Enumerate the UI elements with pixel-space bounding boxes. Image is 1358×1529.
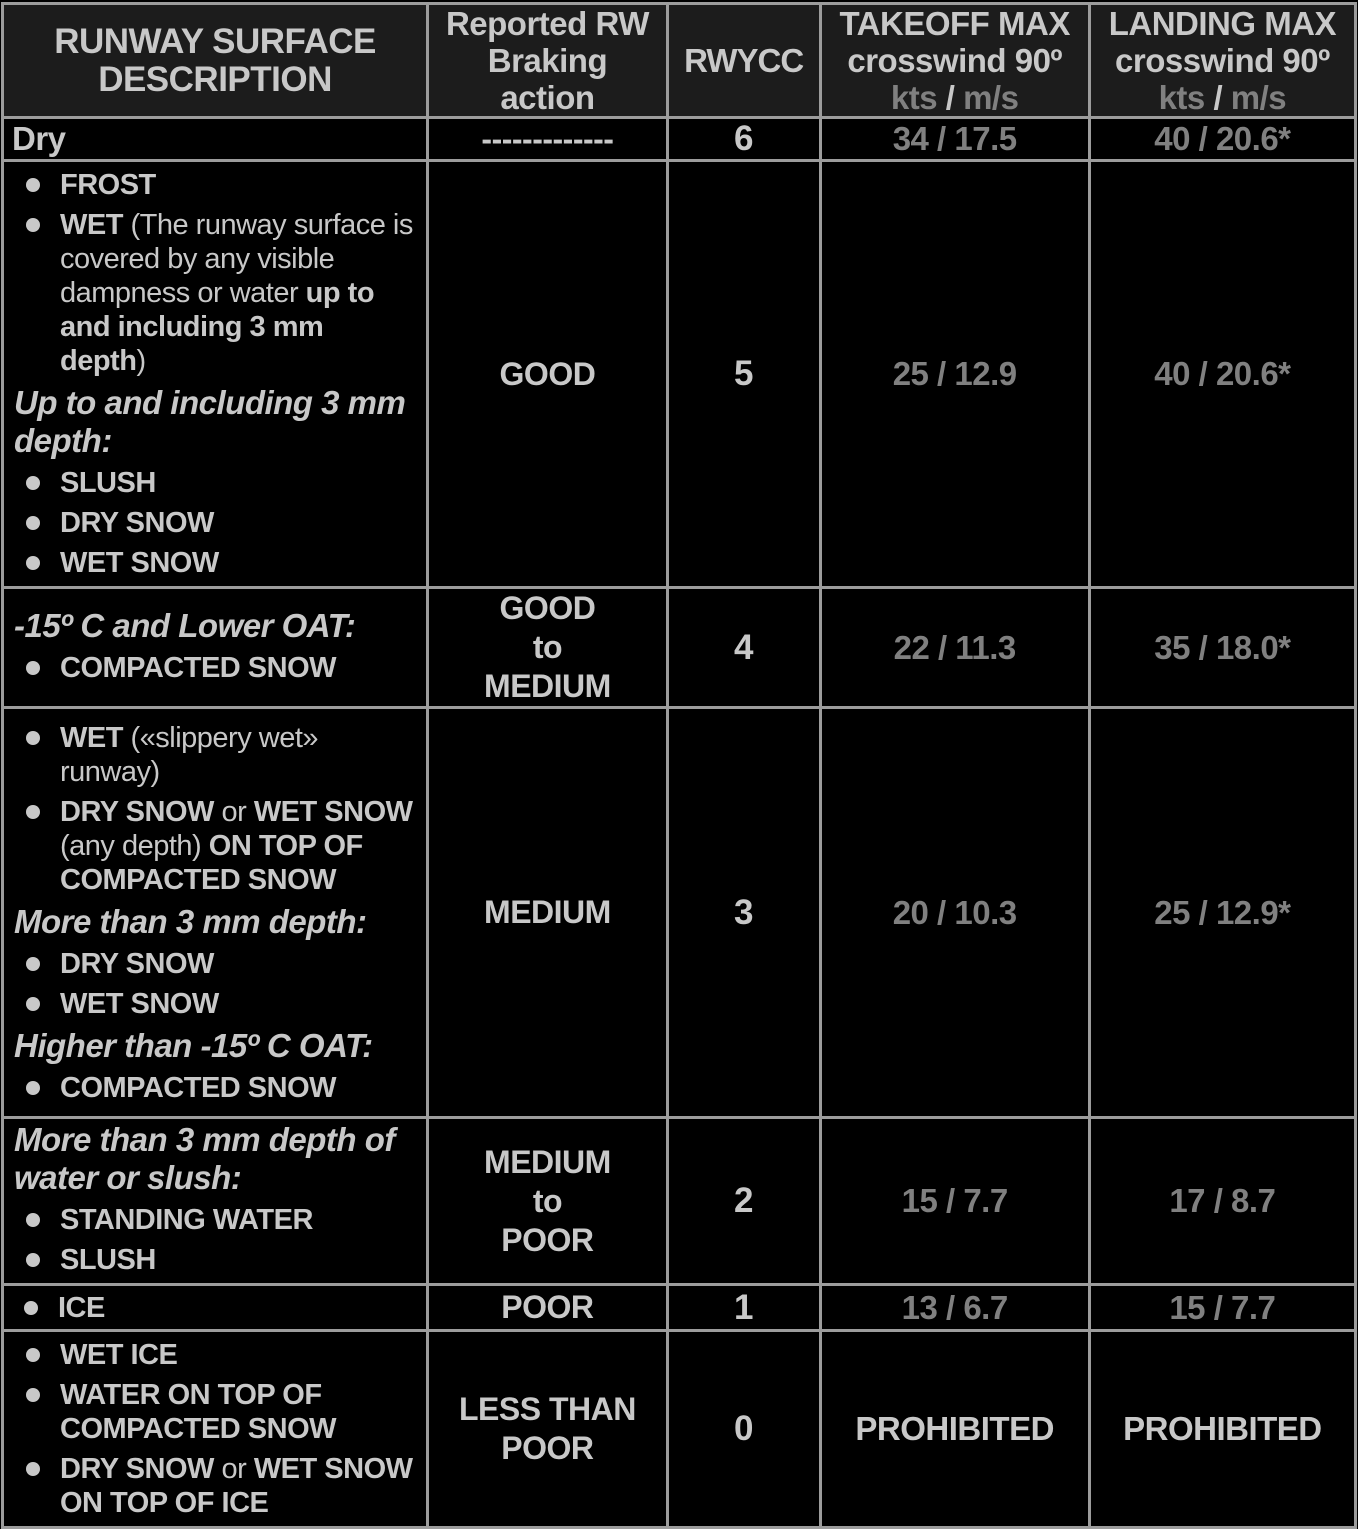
table-row-rwycc-3 [3,708,1356,1118]
surface-wet-ice: WET ICE [60,1339,178,1371]
table-row-rwycc-1 [3,1285,1356,1331]
braking-cell [428,1331,668,1528]
braking-cell: POOR [428,1285,668,1331]
unit-kts: kts [1158,79,1205,116]
subheading: Up to and including 3 mm depth: [14,384,406,459]
surface-list [14,1071,416,1105]
list-item [14,208,416,378]
surface-wet-snow: WET SNOW [253,1453,413,1485]
surface-wet: WET [60,209,123,241]
header-takeoff-line2: crosswind 90º [847,42,1062,79]
surface-dry: Dry [12,120,66,157]
braking-cell: GOOD [428,161,668,588]
surface-dry-snow: DRY SNOW [60,795,214,828]
description-cell [3,1331,428,1528]
surface-compacted-snow: COMPACTED SNOW [60,651,337,684]
table-row-rwycc-5 [3,161,1356,588]
surface-compacted-snow: COMPACTED SNOW [60,1071,337,1104]
rwycc-cell: 6 [667,118,820,161]
header-description-label: RUNWAY SURFACE DESCRIPTION [54,21,376,99]
braking-line2: to [532,629,563,665]
surface-on-ice: ON TOP OF ICE [60,1487,269,1519]
surface-list [14,168,416,378]
header-landing-line1: LANDING MAX [1108,5,1337,42]
braking-line2: to [532,1182,563,1219]
landing-crosswind-cell: 25 / 12.9* [1089,708,1355,1118]
bullet-icon [26,1348,40,1362]
surface-list [14,651,416,685]
braking-line3: MEDIUM [484,668,611,704]
surface-wet-note: («slippery wet» runway) [60,721,319,788]
surface-slush: SLUSH [60,1244,156,1276]
rwycc-cell: 1 [667,1285,820,1331]
surface-standing-water: STANDING WATER [60,1204,313,1236]
takeoff-crosswind-cell: 25 / 12.9 [820,161,1089,588]
takeoff-crosswind-cell: 13 / 6.7 [820,1285,1089,1331]
bullet-icon [26,1081,40,1095]
surface-water-on-compacted: WATER ON TOP OF COMPACTED SNOW [60,1379,337,1445]
landing-crosswind-cell: 15 / 7.7 [1089,1285,1355,1331]
surface-or: or [213,1453,254,1485]
braking-line3: POOR [501,1221,594,1258]
list-item [14,546,416,580]
surface-wet-note: (The runway surface is covered by any visible dampness or water [60,209,413,309]
braking-cell [428,588,668,708]
bullet-icon [26,1462,40,1476]
surface-dry-snow: DRY SNOW [60,507,214,539]
description-cell [3,118,428,161]
list-item [14,987,416,1021]
surface-list [14,1203,416,1277]
table-row-rwycc-6 [3,118,1356,161]
rwycc-cell: 2 [667,1118,820,1285]
bullet-icon [26,1253,40,1267]
list-item [14,1203,416,1237]
list-item [14,721,416,789]
surface-wet-snow: WET SNOW [253,795,413,828]
bullet-icon [26,957,40,971]
bullet-icon [24,1301,38,1315]
unit-kts: kts [890,79,938,116]
unit-ms: m/s [963,79,1019,116]
description-cell [3,1285,428,1331]
unit-separator: / [937,79,964,116]
landing-prohibited-cell: PROHIBITED [1089,1331,1355,1528]
braking-line1: GOOD [499,590,596,626]
list-item [14,168,416,202]
takeoff-crosswind-cell: 34 / 17.5 [820,118,1089,161]
surface-wet-snow: WET SNOW [60,547,219,579]
description-cell [3,161,428,588]
header-braking-line2: Braking [487,42,608,79]
list-item [14,506,416,540]
surface-wet: WET [60,721,123,754]
description-cell [3,708,428,1118]
list-item [14,466,416,500]
header-description [3,4,428,118]
table-row-rwycc-0 [3,1331,1356,1528]
list-item [14,1338,416,1372]
rwycc-cell: 5 [667,161,820,588]
takeoff-crosswind-cell: 20 / 10.3 [820,708,1089,1118]
description-cell [3,588,428,708]
braking-line1: MEDIUM [484,1143,611,1180]
surface-dry-snow: DRY SNOW [60,947,214,980]
braking-cell [428,1118,668,1285]
surface-list [14,721,416,897]
surface-on-compacted: ON TOP OF COMPACTED SNOW [60,829,363,896]
list-item [14,947,416,981]
header-landing-units [1101,79,1344,116]
header-landing-line2: crosswind 90º [1115,42,1330,79]
bullet-icon [26,516,40,530]
surface-or: or [213,795,254,828]
surface-wet-snow: WET SNOW [60,987,219,1020]
braking-cell: MEDIUM [428,708,668,1118]
list-item [12,1291,418,1325]
header-takeoff-units [832,79,1078,116]
bullet-icon [26,178,40,192]
bullet-icon [26,731,40,745]
header-braking-line3: action [500,79,595,116]
list-item [14,1452,416,1520]
surface-slush: SLUSH [60,467,156,499]
takeoff-crosswind-cell: 15 / 7.7 [820,1118,1089,1285]
bullet-icon [26,661,40,675]
description-cell [3,1118,428,1285]
surface-list [14,1338,416,1520]
surface-list [14,947,416,1021]
bullet-icon [26,1213,40,1227]
header-takeoff [820,4,1089,118]
header-takeoff-line1: TAKEOFF MAX [839,5,1070,42]
bullet-icon [26,218,40,232]
bullet-icon [26,556,40,570]
subheading: Higher than -15º C OAT: [14,1026,373,1064]
braking-cell: ------------- [428,118,668,161]
runway-condition-table [1,2,1357,1529]
subheading: More than 3 mm depth of water or slush: [14,1121,395,1196]
header-braking-line1: Reported RW [445,5,649,42]
bullet-icon [26,997,40,1011]
unit-ms: m/s [1230,79,1287,116]
surface-list [12,1291,418,1325]
takeoff-crosswind-cell: 22 / 11.3 [820,588,1089,708]
header-rwycc [667,4,820,118]
list-item [14,651,416,685]
landing-crosswind-cell: 40 / 20.6* [1089,161,1355,588]
surface-list [14,466,416,580]
header-landing [1089,4,1355,118]
surface-any-depth: (any depth) [60,829,209,862]
list-item [14,1243,416,1277]
unit-separator: / [1204,79,1231,116]
header-rwycc-label: RWYCC [684,42,804,79]
list-item [14,1378,416,1446]
takeoff-prohibited-cell: PROHIBITED [820,1331,1089,1528]
braking-line1: LESS THAN [459,1391,636,1427]
list-item [14,795,416,897]
list-item [14,1071,416,1105]
landing-crosswind-cell: 17 / 8.7 [1089,1118,1355,1285]
braking-line2: POOR [501,1430,594,1466]
table-row-rwycc-2 [3,1118,1356,1285]
surface-ice: ICE [58,1291,105,1324]
header-row [3,4,1356,118]
bullet-icon [26,1388,40,1402]
bullet-icon [26,476,40,490]
subheading: More than 3 mm depth: [14,902,367,940]
surface-wet-close: ) [136,345,146,377]
landing-crosswind-cell: 35 / 18.0* [1089,588,1355,708]
surface-wet-depth: up to and including 3 mm depth [60,277,375,377]
rwycc-cell: 3 [667,708,820,1118]
surface-frost: FROST [60,169,156,201]
rwycc-cell: 4 [667,588,820,708]
surface-dry-snow: DRY SNOW [60,1453,214,1485]
subheading: -15º C and Lower OAT: [14,606,356,644]
rwycc-cell: 0 [667,1331,820,1528]
landing-crosswind-cell: 40 / 20.6* [1089,118,1355,161]
table-row-rwycc-4 [3,588,1356,708]
bullet-icon [26,805,40,819]
header-braking [428,4,668,118]
